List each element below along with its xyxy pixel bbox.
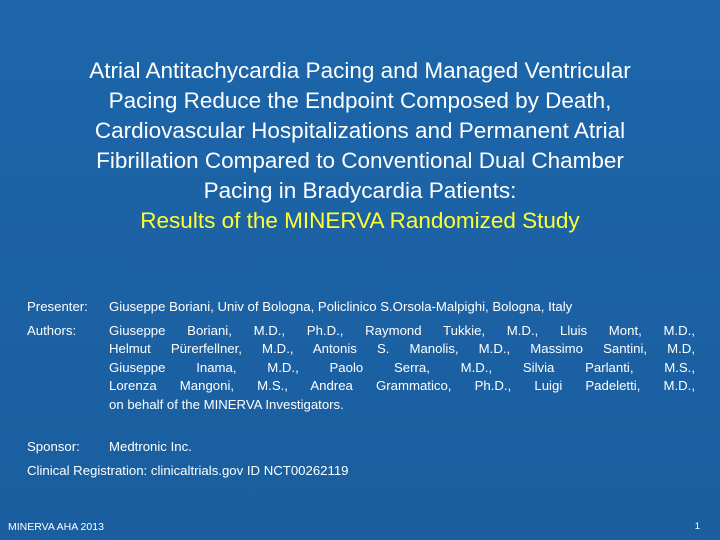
- sponsor-row: [27, 438, 695, 457]
- title-line: Atrial Antitachycardia Pacing and Managed Ventricular: [89, 58, 631, 83]
- author-line: on behalf of the MINERVA Investigators.: [109, 396, 344, 412]
- authors-label: Authors:: [27, 322, 77, 338]
- presenter-label: Presenter:: [27, 299, 88, 314]
- title-line: Cardiovascular Hospitalizations and Permanent Atrial: [94, 118, 626, 143]
- presenter-row: [27, 298, 695, 317]
- author-line: Giuseppe Boriani, M.D., Ph.D., Raymond Tukkie, M.D., Lluis Mont, M.D.,: [109, 322, 695, 338]
- slide-subtitle: Results of the MINERVA Randomized Study: [140, 208, 580, 233]
- presenter-value: Giuseppe Boriani, Univ of Bologna, Policlinico S.Orsola-Malpighi, Bologna, Italy: [109, 299, 573, 314]
- clinical-registration: Clinical Registration: clinicaltrials.gov ID NCT00262119: [27, 462, 349, 478]
- author-line: Helmut Pürerfellner, M.D., Antonis S. Manolis, M.D., Massimo Santini, M.D,: [109, 341, 695, 356]
- study-info: [27, 298, 695, 480]
- author-line: Giuseppe Inama, M.D., Paolo Serra, M.D., Silvia Parlanti, M.S.,: [109, 359, 695, 375]
- authors-list: [109, 322, 695, 415]
- footer-text: MINERVA AHA 2013: [8, 521, 104, 533]
- sponsor-value: Medtronic Inc.: [109, 439, 192, 454]
- title-line: Fibrillation Compared to Conventional Dual Chamber: [96, 148, 624, 173]
- title-line: Pacing Reduce the Endpoint Composed by Death,: [108, 88, 612, 113]
- page-number: 1: [694, 521, 700, 532]
- sponsor-label: Sponsor:: [27, 439, 80, 454]
- author-line: Lorenza Mangoni, M.S., Andrea Grammatico, Ph.D., Luigi Padeletti, M.D.,: [109, 378, 695, 393]
- slide-title: [30, 56, 690, 236]
- title-line: Pacing in Bradycardia Patients:: [203, 178, 517, 203]
- authors-row: [27, 322, 695, 415]
